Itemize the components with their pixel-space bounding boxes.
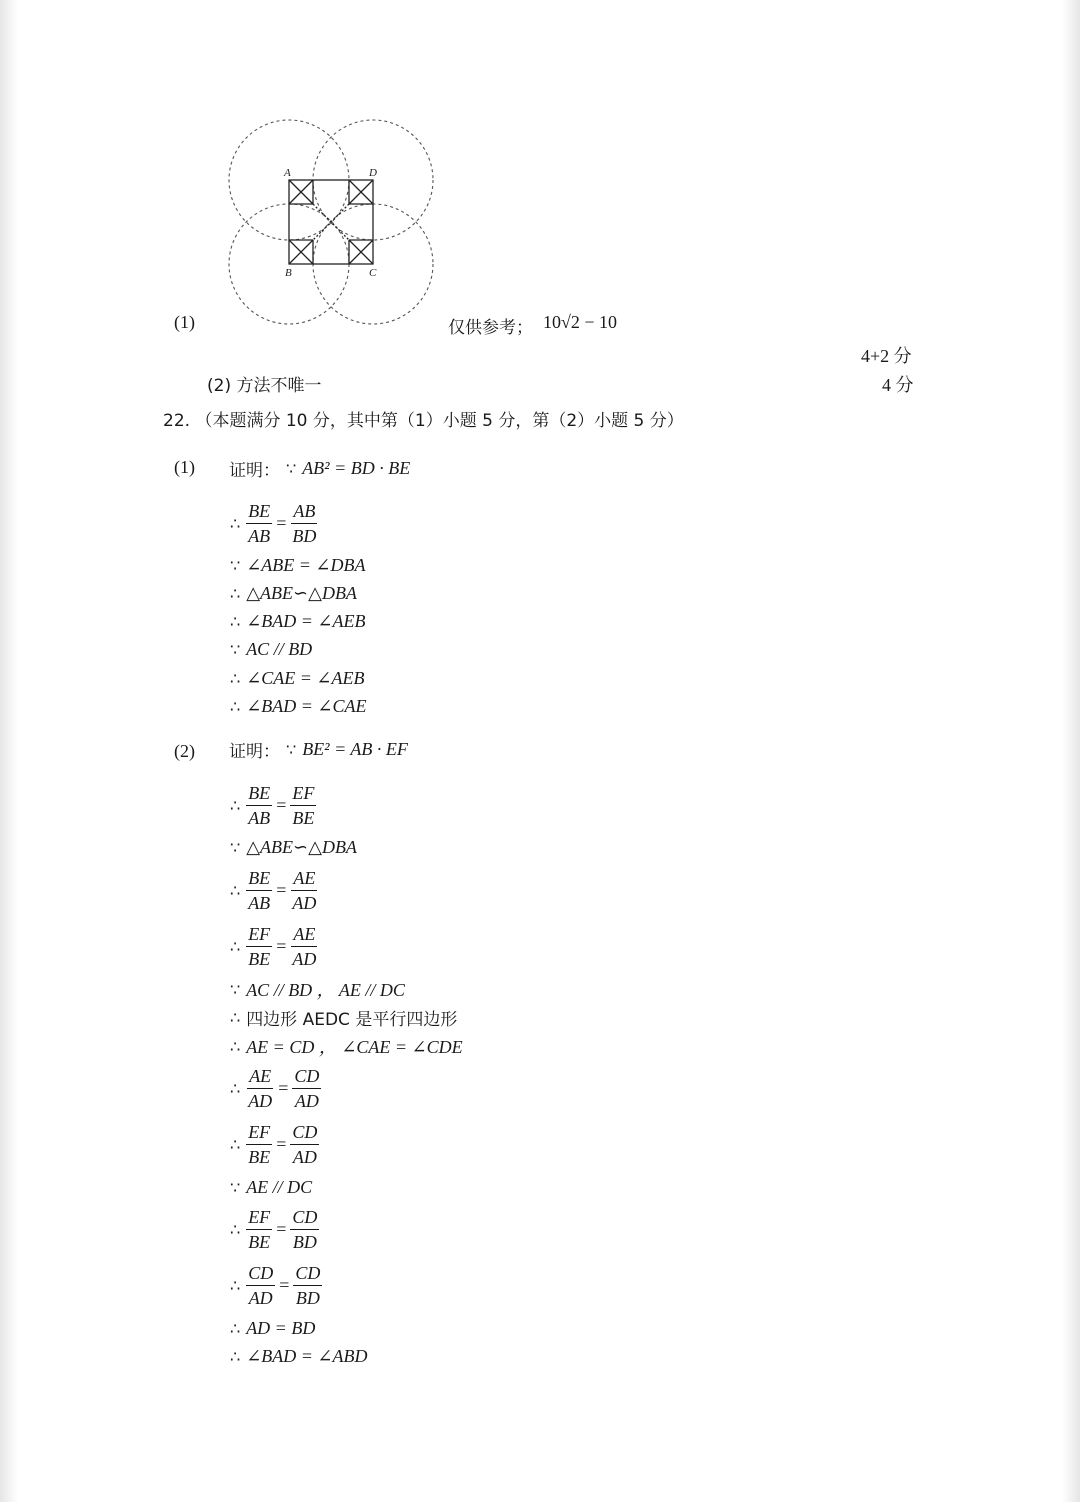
p2-line: ∵ △ABE∽△DBA [230,836,357,857]
fraction: $\frac{EF}{BE}$ [292,782,315,828]
p2-frac-row: ∴ $\frac{AE}{AD}$ = $\frac{CD}{AD}$ [230,1065,320,1111]
q22-p2-given [229,737,408,762]
p2-frac-row: ∴ $\frac{CD}{AD}$ = $\frac{CD}{BD}$ [230,1262,321,1308]
proof-word: 证明： [229,742,280,762]
q21-answer: 10√2 − 10 [543,312,618,332]
p1-line: ∴ △ABE∽△DBA [230,582,357,603]
fraction: $\frac{CD}{AD}$ [292,1121,318,1167]
p2-frac-row: ∴ $\frac{EF}{BE}$ = $\frac{CD}{BD}$ [230,1206,318,1252]
label-c: C [369,267,377,279]
p2-given-expr: BE² = AB · EF [302,739,408,759]
therefore-symbol: ∴ [230,513,241,533]
p2-line: ∴ AD = BD [230,1317,316,1338]
p2-frac-row: ∴ $\frac{EF}{BE}$ = $\frac{CD}{AD}$ [230,1121,318,1167]
construction-figure [225,118,437,326]
proof-word: 证明： [229,461,280,481]
q21-score-1: 4+2 分 [861,346,912,366]
fraction: $\frac{BE}{AB}$ [248,867,271,913]
q21-part2-label: (2) 方法不唯一 [207,376,322,396]
p2-line: ∴ AE = CD ， ∠CAE = ∠CDE [230,1036,463,1057]
fraction: $\frac{BE}{AB}$ [248,782,271,828]
p1-line: ∵ AC // BD [230,638,313,659]
label-a: A [284,167,291,179]
fraction: $\frac{EF}{BE}$ [248,1206,271,1252]
fraction: $\frac{EF}{BE}$ [248,1121,271,1167]
fraction: $\frac{AE}{AD}$ [248,1065,273,1111]
p1-given-expr: AB² = BD · BE [302,458,411,478]
q22-header: 22. （本题满分 10 分，其中第（1）小题 5 分，第（2）小题 5 分） [163,411,684,431]
because-symbol: ∵ [286,740,297,759]
p1-frac-row: ∴ $\frac{BE}{AB}$ = $\frac{AB}{BD}$ [230,500,317,546]
p1-line: ∵ ∠ABE = ∠DBA [230,554,366,575]
center-diagonals [313,204,349,240]
p2-line: ∴ ∠BAD = ∠ABD [230,1345,368,1366]
q21-score-2: 4 分 [882,375,914,395]
p1-line: ∴ ∠BAD = ∠CAE [230,695,367,716]
p2-line: ∴ 四边形 AEDC 是平行四边形 [230,1007,458,1030]
label-d: D [369,167,377,179]
fraction: $\frac{AE}{AD}$ [292,867,317,913]
q22-part1-label: (1) [174,457,195,477]
q22-part2-label: (2) [174,741,195,761]
fraction: $\frac{AE}{AD}$ [292,923,317,969]
p2-line: ∵ AC // BD ， AE // DC [230,979,405,1000]
p2-frac-row: ∴ $\frac{BE}{AB}$ = $\frac{AE}{AD}$ [230,867,317,913]
page-edge-left [0,0,18,1502]
p2-frac-row: ∴ $\frac{BE}{AB}$ = $\frac{EF}{BE}$ [230,782,315,828]
p1-line: ∴ ∠BAD = ∠AEB [230,610,366,631]
p1-line: ∴ ∠CAE = ∠AEB [230,667,365,688]
fraction: $\frac{BE}{AB}$ [248,500,271,546]
because-symbol: ∵ [286,459,297,478]
q21-part1-label: (1) [174,312,195,332]
q22-p1-given [229,456,410,481]
q21-note: 仅供参考； [448,318,533,338]
fraction: $\frac{CD}{AD}$ [248,1262,274,1308]
fraction: $\frac{EF}{BE}$ [248,923,271,969]
p2-frac-row: ∴ $\frac{EF}{BE}$ = $\frac{AE}{AD}$ [230,923,317,969]
fraction: $\frac{CD}{BD}$ [295,1262,321,1308]
page-edge-right [1062,0,1080,1502]
p2-line: ∵ AE // DC [230,1176,313,1197]
label-b: B [285,267,292,279]
fraction: $\frac{AB}{BD}$ [292,500,317,546]
fraction: $\frac{CD}{AD}$ [294,1065,320,1111]
fraction: $\frac{CD}{BD}$ [292,1206,318,1252]
